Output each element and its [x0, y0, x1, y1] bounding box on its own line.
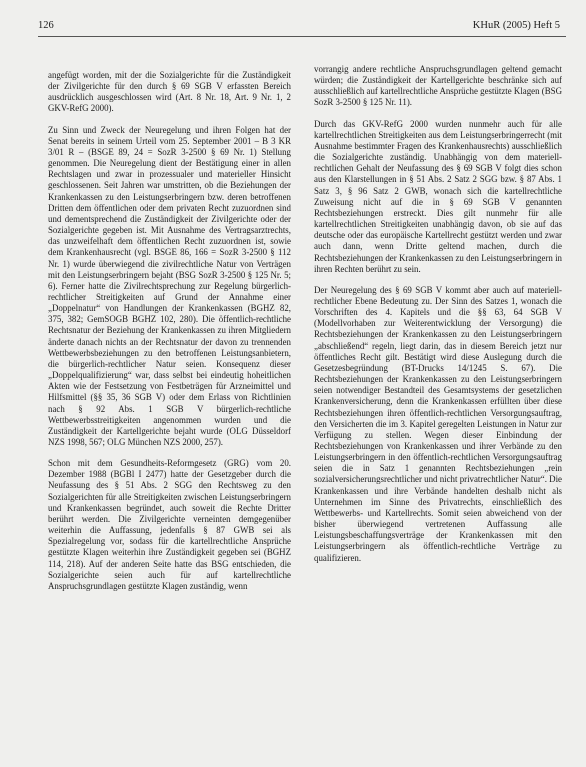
- journal-citation: KHuR (2005) Heft 5: [472, 20, 560, 31]
- paragraph: vorrangig andere rechtliche Anspruchsgrundlagen geltend gemacht würden; die Zuständigkeit der Kartellgerichte beschränke sich auf ausschließlich auf kartellrechtliche Ansprüche gestützte Klagen (BSG SozR 3-2500 § 125 Nr. 11).: [314, 64, 562, 108]
- page-number: 126: [38, 20, 54, 31]
- right-column: [314, 64, 562, 564]
- paragraph: Durch das GKV-RefG 2000 wurden nunmehr auch für alle kartellrechtlichen Streitigkeiten aus dem Leistungserbringerrecht (mit Ausnahme bestimmter Fragen des Krankenhausrechts) ausschließlich die Sozialgerichte zuständig. Unabhängig von dem materiell-rechtlichen Gehalt der Neufassung des § 69 SGB V folgt dies schon aus den Klarstellungen in § 51 Abs. 2 Satz 2 SGG bzw. § 87 Abs. 1 Satz 3, § 96 Satz 2 GWB, wonach sich die kartellrechtliche Zuweisung nicht auf die in § 69 SGB V genannten Rechtsbeziehungen erstreckt. Dies gilt nunmehr für alle kartellrechtlichen Streitigkeiten unabhängig davon, ob sie auf das deutsche oder das europäische Kartellrecht gestützt werden und zwar auch dann, wenn Dritte geltend machen, durch die Rechtsbeziehungen der Krankenkassen zu den Leistungserbringern in ihren Rechten berührt zu sein.: [314, 118, 562, 274]
- paragraph: Der Neuregelung des § 69 SGB V kommt aber auch auf materiell-rechtlicher Ebene Bedeutung zu. Der Sinn des Satzes 1, wonach die Vorschriften des 4. Kapitels und die §§ 63, 64 SGB V (Modellvorhaben zur Weiterentwicklung der Versorgung) die Rechtsbeziehungen der Krankenkassen zu den Leistungserbringern „abschließend“ regeln, liegt darin, das in diesem Bereich jetzt nur öffentliches Recht gilt. Bestätigt wird diese Auslegung durch die Gesetzesbegründung (BT-Drucks 14/1245 S. 67). Die Rechtsbeziehungen der Krankenkassen zu den Leistungserbringern seien notwendiger Bestandteil des Gesamtsystems der gesetzlichen Krankenversicherung, denn die Krankenkassen erfüllten über diese Rechtsbeziehungen ihren öffentlich-rechtlichen Versorgungsauftrag, den Versicherten die im 3. Kapitel geregelten Leistungen in Natur zur Verfügung zu stellen. Wegen dieser Einbindung der Rechtsbeziehungen von Krankenkassen und ihrer Verbände zu den Leistungserbringern in den öffentlich-rechtlichen Versorgungsauftrag seien die in Satz 1 genannten Rechtsbeziehungen „rein sozialversicherungsrechtlicher und nicht privatrechtlicher Natur“. Die Krankenkassen und ihre Verbände handelten deshalb nicht als Unternehmen im Sinne des Privatrechts, einschließlich des Wettbewerbs- und Kartellrechts. Somit seien abweichend von der bisher überwiegend vertretenen Auffassung alle Leistungsbeschaffungsverträge der Krankenkassen mit den Leistungserbringern als öffentlich-rechtliche Verträge zu qualifizieren.: [314, 284, 562, 563]
- paragraph: angefügt worden, mit der die Sozialgerichte für die Zuständigkeit der Zivilgerichte für den durch § 69 SGB V erfassten Bereich ausdrücklich ausgeschlossen wird (Art. 8 Nr. 18, Art. 9 Nr. 1, 2 GKV-RefG 2000).: [48, 70, 291, 114]
- paragraph: Zu Sinn und Zweck der Neuregelung und ihren Folgen hat der Senat bereits in seinem Urteil vom 25. September 2001 – B 3 KR 3/01 R – (BSGE 89, 24 = SozR 3-2500 § 69 Nr. 1) Stellung genommen. Die Neuregelung dient der Bestätigung einer in allen Rechtslagen und zwar in prozessualer und materieller Hinsicht geschlossenen. Seit Jahren war umstritten, ob die Beziehungen der Krankenkassen zu den Leistungserbringern bzw. deren betroffenen Dritten dem öffentlichen oder dem privaten Recht zuzuordnen sind und dementsprechend die Zuständigkeit der Zivilgerichte oder der Sozialgerichte gegeben ist. Mit Ausnahme des Vertragsarztrechts, das unzweifelhaft dem öffentlichen Recht zuzuordnen ist, sowie dem Krankenhausrecht (vgl. BSGE 86, 166 = SozR 3-2500 § 112 Nr. 1) wurde überwiegend die zivilrechtliche Natur von Verträgen mit den Leistungserbringern bejaht (BSG SozR 3-2500 § 125 Nr. 5; 6). Ferner hatte die Zivilrechtsprechung zur Regelung bürgerlich-rechtlicher Streitigkeiten auf Grund der Annahme einer „Doppelnatur“ von Handlungen der Krankenkassen (BGHZ 82, 375, 382; GemSOGB BGHZ 102, 280). Die öffentlich-rechtliche Rechtsnatur der Beziehung der Krankenkassen zu ihren Mitgliedern änderte danach nichts an der Rechtsnatur der davon zu trennenden Wettbewerbsbeziehungen zu den betroffenen Leistungsanbietern, die bürgerlich-rechtlicher Natur seien. Konsequenz dieser „Doppelqualifizierung“ war, dass selbst bei eindeutig hoheitlichen Akten wie der Festsetzung von Festbeträgen für Arzneimittel und Hilfsmittel (§§ 35, 36 SGB V) oder dem Erlass von Richtlinien nach § 92 Abs. 1 SGB V bürgerlich-rechtliche Wettbewerbsstreitigkeiten angenommen wurden und die Zuständigkeit der Kartellgerichte bejaht wurde (OLG Düsseldorf NZS 1998, 567; OLG München NZS 2000, 257).: [48, 124, 291, 447]
- left-column: [48, 70, 291, 592]
- paragraph: Schon mit dem Gesundheits-Reformgesetz (GRG) vom 20. Dezember 1988 (BGBl I 2477) hatte der Gesetzgeber durch die Neufassung des § 51 Abs. 2 SGG den Rechtsweg zu den Sozialgerichten für alle Streitigkeiten zwischen Leistungserbringern und Krankenkassen begründet, auch soweit die Rechte Dritter berührt werden. Die Zivilgerichte verneinten demgegenüber weiterhin die Auffassung, jedenfalls § 87 GWB sei als Spezialregelung vor, sodass für die kartellrechtliche Ansprüche gestützte Klagen weiterhin ihre Zuständigkeit gegeben sei (BGHZ 114, 218). Auf der anderen Seite hatte das BSG entschieden, die Sozialgerichte seien auch für auf kartellrechtliche Anspruchsgrundlagen gestützte Klagen zuständig, wenn: [48, 458, 291, 591]
- running-header: [38, 20, 560, 34]
- header-rule: [38, 36, 566, 37]
